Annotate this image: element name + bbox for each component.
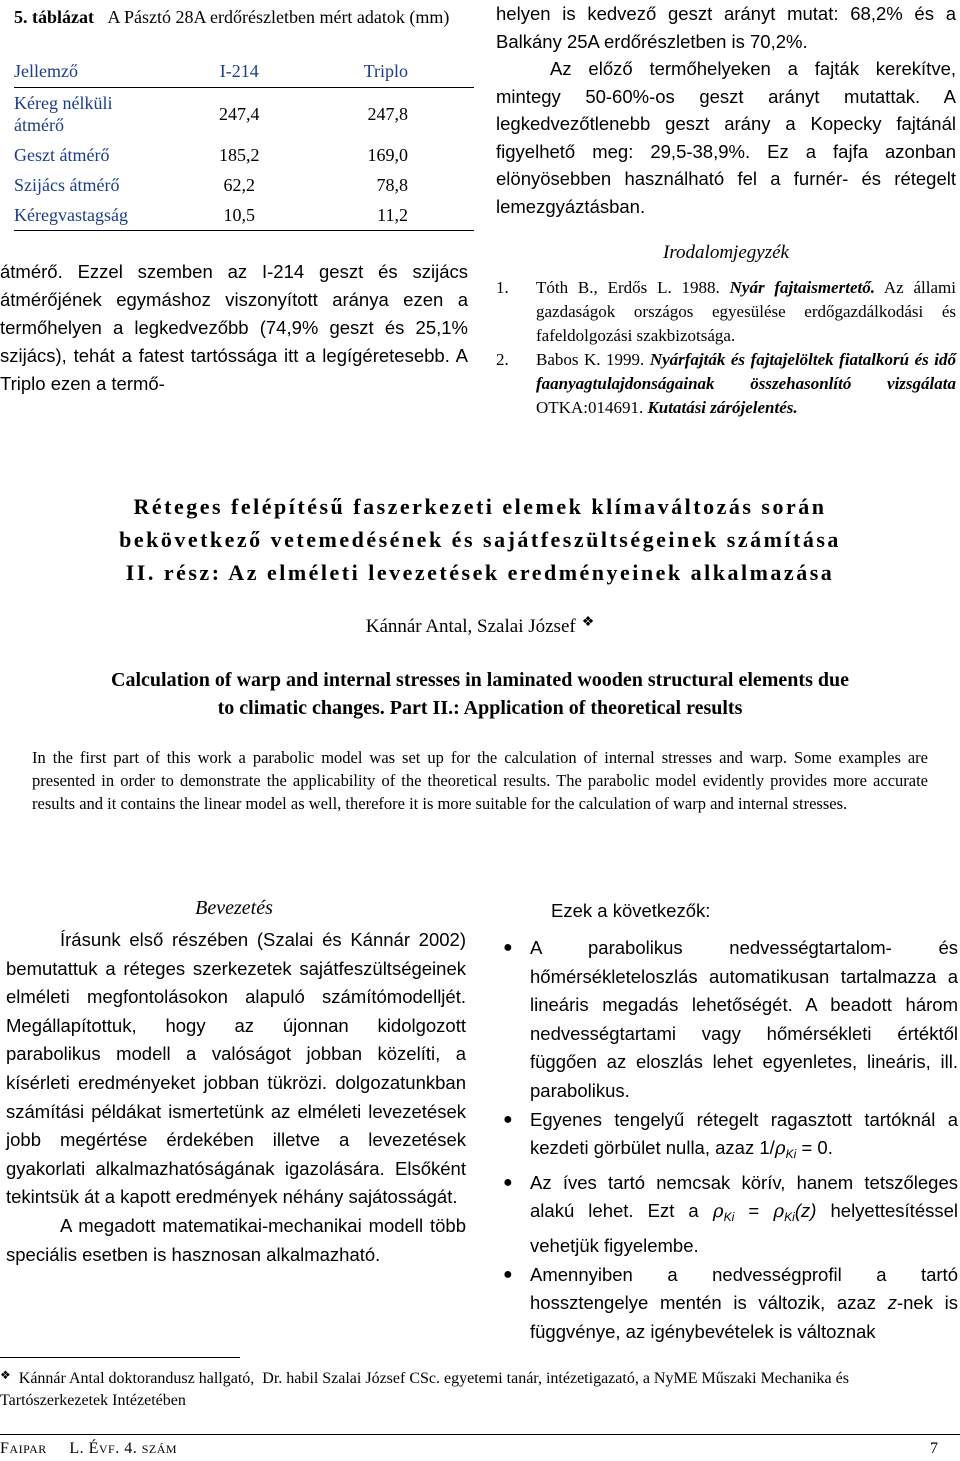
article-title-line: Réteges felépítésű faszerkezeti elemek klímaváltozás során [133, 494, 827, 519]
table-row [14, 200, 474, 231]
list-item-text: Amennyiben a nedvességprofil a tartó hossztengelye mentén is változik, azaz [530, 1263, 958, 1314]
article-title-line: bekövetkező vetemedésének és sajátfeszültségeinek számítása [119, 527, 841, 552]
bullet-list [496, 934, 958, 1346]
list-item-text: Egyenes tengelyű rétegelt ragasztott tartóknál a kezdeti görbület nulla, azaz 1/ [530, 1108, 958, 1159]
list-item-text: helyettesítéssel vehetjük figyelembe. [530, 1200, 959, 1256]
subscript: Ki [784, 1210, 795, 1225]
subscript: Ki [723, 1210, 735, 1225]
footnote-divider [0, 1357, 240, 1358]
abstract: In the first part of this work a parabolic model was set up for the calculation of internal stresses and warp. Some examples are presented in order to demonstrate the applicability of the theoretical results. The parabolic model evidently provides more accurate results and it contains the linear model as well, therefore it is more suitable for the calculation of warp and internal stresses. [32, 748, 928, 813]
english-title-line [30, 694, 930, 722]
english-title-line: Calculation of warp and internal stresses in laminated wooden structural elements due [111, 669, 849, 691]
table-cell: Kéregvastagság [14, 200, 197, 231]
table-cell: 185,2 [218, 144, 260, 165]
authors [0, 614, 960, 638]
bullet-icon: ● [503, 939, 513, 956]
table-cell: Geszt átmérő [14, 144, 110, 165]
list-item-text: -nek is függvénye, az igénybevételek is változnak [530, 1292, 958, 1342]
bullet-icon: ● [503, 1173, 513, 1191]
table-row [14, 140, 474, 170]
table-caption [14, 4, 474, 31]
reference-rest: Az állami gazdaságok országos egyesülése erdőgazdálkodási és fafeldolgozási szakbizotsága. [536, 278, 956, 345]
bullet-icon: ● [503, 1265, 513, 1283]
table-cell: 62,2 [223, 174, 255, 195]
reference-number: 1. [496, 278, 509, 297]
right-paragraph-2: Az előző termőhelyeken a fajták kerekítve, mintegy 50-60%-os geszt arányt mutattak. A legkedvezőtlenebb geszt arány a Kopecky fajtánál figyelhető meg: 29,5-38,9%. Ez a fajfa azonban elönyösebben használható fel a furnér- és rétegelt lemezgyáztásban. [496, 58, 956, 217]
reference-title: Nyár fajtaismertető. [729, 278, 875, 297]
reference-authors: Babos K. 1999. [536, 350, 645, 369]
list-item [496, 1106, 958, 1169]
table-row [14, 170, 474, 200]
rho-symbol: ρ [712, 1201, 724, 1223]
left-paragraph: átmérő. Ezzel szemben az I-214 geszt és szijács átmérőjének egymáshoz viszonyított aránya ezen a termőhelyen a legkedvezőbb (74,9% geszt és 25,1% szijács), tehát a fatest tartóssága itt a legígéretesebb. A Triplo ezen a termő- [0, 261, 468, 394]
footnote-mark-icon: ❖ [0, 1368, 11, 1382]
reference-title: Nyárfajták és fajtajelöltek fiatalkorú és idő faanyagtulajdonságainak összehasonlító vizsgálata [536, 350, 956, 393]
table-cell: 11,2 [281, 200, 474, 231]
right-column-heading: Ezek a következők: [551, 900, 711, 921]
english-title-part: to climatic changes. Part II. [217, 697, 454, 719]
function-argument: (z) [794, 1200, 817, 1222]
footer-text: SZÁM [141, 1442, 178, 1456]
footer-text: VF [98, 1442, 116, 1456]
footer-text: F [0, 1440, 10, 1457]
list-item-text: Az íves tartó nemcsak körív, hanem tetszőleges alakú lehet. Ezt a [530, 1171, 958, 1222]
reference-number: 2. [496, 350, 509, 369]
english-title [30, 666, 930, 722]
footnote-text: Dr. habil Szalai József CSc. egyetemi tanár, intézetigazató, a NyME Műszaki Mechanika és Tartószerkezetek Intézetében [0, 1370, 849, 1409]
table-cell: Szijács átmérő [14, 174, 120, 195]
authors-text: Kánnár Antal, Szalai József [365, 616, 576, 637]
subscript: Ki [785, 1147, 797, 1162]
reference-note: Kutatási zárójelentés. [647, 398, 798, 417]
footer-divider [0, 1434, 960, 1435]
references-title: Irodalomjegyzék [663, 242, 789, 263]
table-header-row [14, 55, 474, 88]
reference-authors: Tóth B., Erdős L. 1988. [536, 278, 720, 297]
footnote-text: Kánnár Antal doktorandusz hallgató, [18, 1370, 255, 1387]
introduction-text [6, 926, 466, 1269]
rho-symbol: ρ [774, 1138, 786, 1160]
page-number: 7 [930, 1440, 938, 1457]
table-cell: 247,8 [367, 103, 408, 124]
table-caption-text: A Pásztó 28A erdőrészletben mért adatok (mm) [107, 7, 450, 27]
list-item [496, 934, 958, 1106]
table-cell: 247,4 [218, 103, 260, 124]
list-item-text: = 0. [796, 1137, 833, 1159]
right-paragraph-1: helyen is kedvező geszt arányt mutat: 68,2% és a Balkány 25A erdőrészletben is 70,2%. [496, 3, 956, 52]
table-row [14, 88, 474, 141]
table-header-cell: I-214 [197, 55, 281, 88]
list-item [496, 1169, 958, 1261]
rho-symbol: ρ [773, 1201, 785, 1223]
references-list [496, 276, 956, 420]
footnote-mark-icon: ❖ [581, 615, 595, 630]
footer-text: L. É [69, 1440, 99, 1457]
table-header-cell: Triplo [281, 55, 474, 88]
table-header-cell: Jellemző [14, 55, 197, 88]
reference-rest: OTKA:014691. [536, 398, 644, 417]
footer-journal [0, 1440, 177, 1458]
reference-item [496, 348, 956, 420]
list-item [496, 1261, 958, 1347]
equals-sign: = [734, 1200, 774, 1222]
reference-item [496, 276, 956, 348]
footer-text: . 4. [115, 1440, 142, 1457]
right-paragraph [496, 0, 956, 220]
footer-text: AIPAR [9, 1442, 47, 1456]
footnote [0, 1364, 960, 1412]
introduction-paragraph: Írásunk első részében (Szalai és Kánnár 2002) bemutattuk a réteges szerkezetek sajátfeszültségeinek elméleti megfontolásokon alapuló számítómodelljét. Megállapítottuk, hogy az újonnan kidolgozott parabolikus modell a valóságot jobban közelíti, a kísérleti eredményeket jobban tükrözi. dolgozatunkban számítási példákat ismertetünk az elméleti levezetések jobb megértése érdekében illetve a levezetések gyakorlati alkalmazhatóságának igazolására. Elsőként tekintsük át a kapott eredmények néhány sajátosságát. [6, 929, 466, 1208]
article-title [20, 490, 940, 589]
list-item-text: A parabolikus nedvességtartalom- és hőmérsékleteloszlás automatikusan tartalmazza a lineáris megadás lehetőségét. A beadott három nedvességtartami vagy hőmérsékleti értéktől függően az eloszlás lehet egyenletes, lineáris, ill. parabolikus. [530, 937, 958, 1101]
article-title-line: II. rész: Az elméleti levezetések eredményeinek alkalmazása [125, 560, 835, 585]
variable-z: z [887, 1292, 897, 1314]
table-caption-label: 5. táblázat [14, 7, 94, 27]
table-cell: Kéreg nélküli átmérő [14, 93, 113, 135]
table-cell: 78,8 [376, 174, 408, 195]
introduction-paragraph: A megadott matematikai-mechanikai modell több speciális esetben is hasznosan alkalmazható. [6, 1214, 466, 1265]
table-cell: 169,0 [367, 144, 408, 165]
bullet-icon: ● [503, 1110, 513, 1128]
data-table [14, 55, 474, 231]
english-title-part: : Application of theoretical results [453, 697, 743, 719]
table-cell: 10,5 [197, 200, 281, 231]
introduction-title: Bevezetés [195, 897, 273, 919]
